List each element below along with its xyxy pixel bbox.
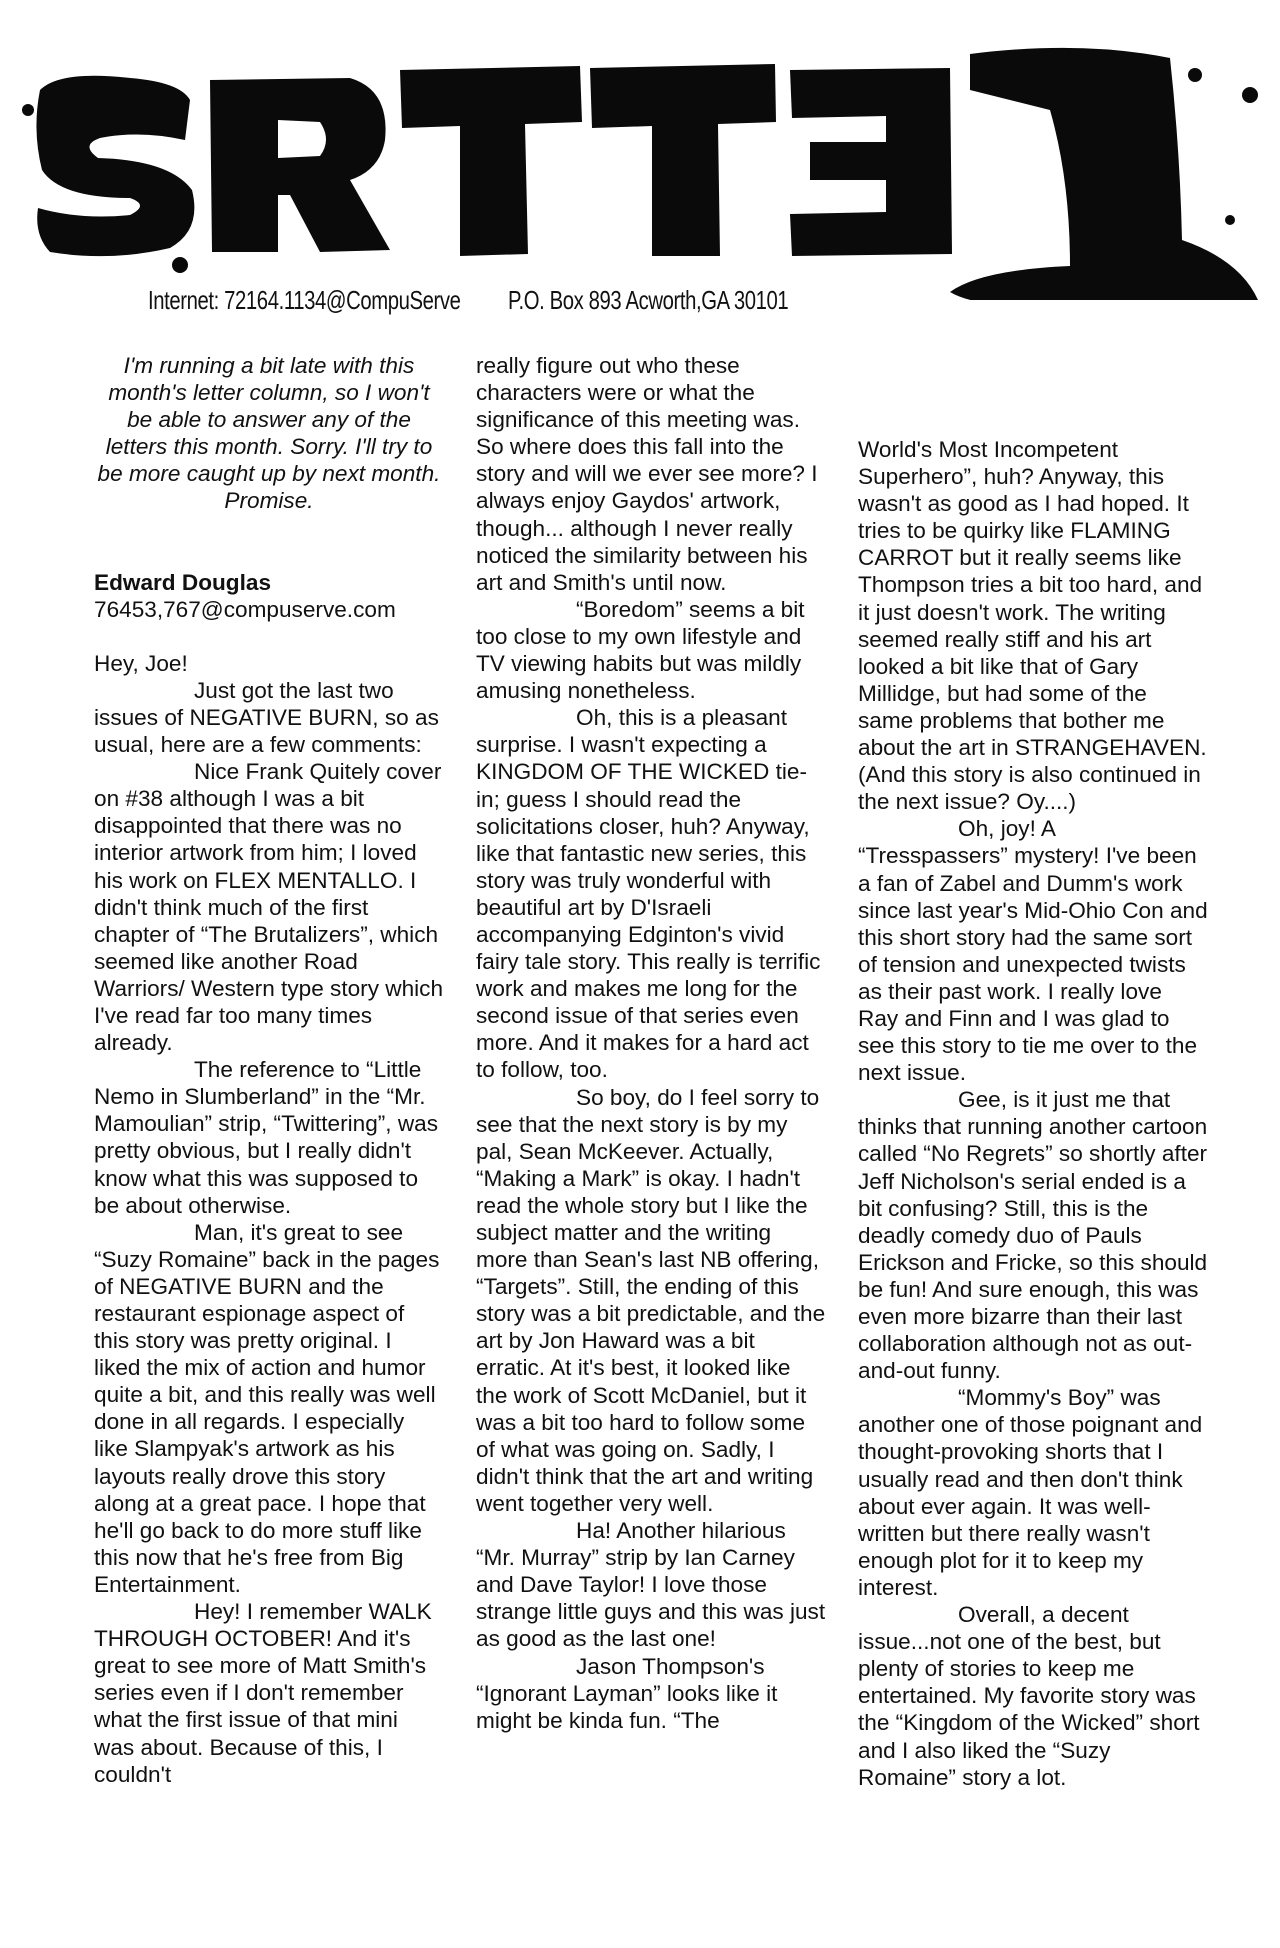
- letter-paragraph: Jason Thompson's “Ignorant Layman” looks like it might be kinda fun. “The: [476, 1653, 778, 1733]
- letter-paragraph: Oh, this is a pleasant surprise. I wasn't expecting a KINGDOM OF THE WICKED tie-in; guess I should read the solicitations closer, huh? Anyway, like that fantastic new series, this story was truly wonderful with beautiful art by D'Israeli accompanying Edginton's vivid fairy tale story. This really is terrific work and makes me long for the second issue of that series even more. And it makes for a hard act to follow, too.: [476, 705, 821, 1083]
- postal-address: P.O. Box 893 Acworth,GA 30101: [508, 285, 789, 315]
- letter-paragraph: Gee, is it just me that thinks that running another cartoon called “No Regrets” so shortly after Jeff Nicholson's serial ended is a bit confusing? Still, this is the deadly comedy duo of Pauls Erickson and Fricke, so this should be fun! And sure enough, this was even more bizarre than their last collaboration although not as out-and-out funny.: [858, 1087, 1208, 1384]
- column-3: [858, 436, 1208, 1791]
- ink-splatter: [1188, 68, 1202, 82]
- column-2: [476, 352, 826, 1734]
- column-1: [94, 352, 444, 1788]
- ink-splatter: [1225, 215, 1235, 225]
- letter-paragraph: “Boredom” seems a bit too close to my own lifestyle and TV viewing habits but was mildly amusing nonetheless.: [476, 596, 805, 704]
- letter-paragraph: World's Most Incompetent Superhero”, huh? Anyway, this wasn't as good as I had hoped. It tries to be quirky like FLAMING CARROT but it really seems like Thompson tries a bit too hard, and it just doesn't work. The writing seemed really stiff and his art looked a bit like that of Gary Millidge, but had some of the same problems that bother me about the art in STRANGEHAVEN. (And this story is also continued in the next issue? Oy....): [858, 437, 1207, 815]
- letter-paragraph: “Mommy's Boy” was another one of those poignant and thought-provoking shorts that I usually read and then don't think about ever again. It was well-written but there really wasn't enough plot for it to keep my interest.: [858, 1385, 1203, 1600]
- ink-splatter: [172, 257, 188, 273]
- letter-paragraph: Just got the last two issues of NEGATIVE BURN, so as usual, here are a few comments:: [94, 677, 439, 758]
- letter-greeting: Hey, Joe!: [94, 650, 188, 676]
- ink-splatter: [1115, 265, 1125, 275]
- letter-paragraph: Oh, joy! A “Tresspassers” mystery! I've been a fan of Zabel and Dumm's work since last year's Mid-Ohio Con and this short story had the same sort of tension and unexpected twists as their past work. I really love Ray and Finn and I was glad to see this story to tie me over to the next issue.: [858, 816, 1208, 1086]
- logo-glyph: [210, 78, 390, 252]
- letters-logo: [20, 30, 1260, 300]
- internet-address: Internet: 72164.1134@CompuServe: [148, 285, 461, 315]
- letter-paragraph: Hey! I remember WALK THROUGH OCTOBER! And it's great to see more of Matt Smith's series even if I don't remember what the first issue of that mini was about. Because of this, I couldn't: [94, 1599, 432, 1787]
- editor-note: I'm running a bit late with this month's letter column, so I won't be able to answer any of the letters this month. Sorry. I'll try to be more caught up by next month. Promise.: [97, 353, 441, 514]
- sender-name: Edward Douglas: [94, 569, 272, 595]
- letter-paragraph: Man, it's great to see “Suzy Romaine” back in the pages of NEGATIVE BURN and the restaurant espionage aspect of this story was pretty original. I liked the mix of action and humor quite a bit, and this really was well done in all regards. I especially like Slampyak's artwork as his layouts really drove this story along at a great pace. I hope that he'll go back to do more stuff like this now that he's free from Big Entertainment.: [94, 1219, 440, 1597]
- logo-glyph: [36, 76, 194, 256]
- logo-glyph: [950, 48, 1258, 300]
- ink-splatter: [1242, 87, 1258, 103]
- letter-paragraph: So boy, do I feel sorry to see that the next story is by my pal, Sean McKeever. Actually, “Making a Mark” is okay. I hadn't read the whole story but I like the subject matter and the writing more than Sean's last NB offering, “Targets”. Still, the ending of this story was a bit predictable, and the art by Jon Haward was a bit erratic. At it's best, it looked like the work of Scott McDaniel, but it was a bit too hard to follow some of what was going on. Sadly, I didn't think that the art and writing went together very well.: [476, 1084, 826, 1516]
- letter-paragraph: Ha! Another hilarious “Mr. Murray” strip by Ian Carney and Dave Taylor! I love those strange little guys and this was just as good as the last one!: [476, 1518, 826, 1652]
- sender-email: 76453,767@compuserve.com: [94, 596, 396, 622]
- letter-paragraph: Nice Frank Quitely cover on #38 although I was a bit disappointed that there was no interior artwork from him; I loved his work on FLEX MENTALLO. I didn't think much of the first chapter of “The Brutalizers”, which seemed like another Road Warriors/ Western type story which I've read far too many times already.: [94, 759, 444, 1056]
- logo-glyph: [590, 64, 776, 256]
- letter-paragraph: really figure out who these characters were or what the significance of this meeting was. So where does this fall into the story and will we ever see more? I always enjoy Gaydos' artwork, though... although I never really noticed the similarity between his art and Smith's until now.: [476, 353, 818, 595]
- logo-glyph: [790, 68, 952, 256]
- letter-paragraph: The reference to “Little Nemo in Slumberland” in the “Mr. Mamoulian” strip, “Twittering”, was pretty obvious, but I really didn't know what this was supposed to be about otherwise.: [94, 1057, 439, 1218]
- ink-splatter: [22, 104, 34, 116]
- logo-glyph: [400, 66, 582, 256]
- letter-paragraph: Overall, a decent issue...not one of the best, but plenty of stories to keep me entertained. My favorite story was the “Kingdom of the Wicked” short and I also liked the “Suzy Romaine” story a lot.: [858, 1602, 1200, 1790]
